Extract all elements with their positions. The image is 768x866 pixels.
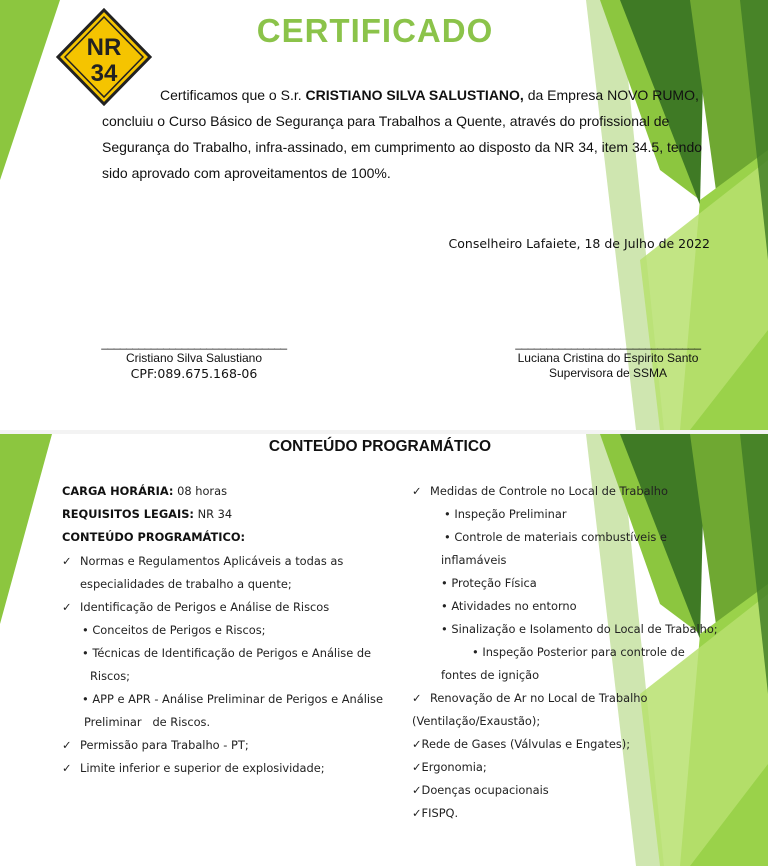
signature-left	[88, 336, 300, 381]
item-text: Rede de Gases (Válvulas e Engates);	[421, 737, 631, 751]
item-text: Proteção Física	[451, 576, 537, 590]
carga-value: 08 horas	[177, 484, 228, 498]
requisitos-row	[62, 507, 232, 521]
item-text: Doenças ocupacionais	[421, 783, 549, 797]
bullet-icon: •	[82, 692, 89, 706]
date-line: Conselheiro Lafaiete, 18 de Julho de 2022	[448, 236, 710, 251]
check-icon: ✓	[412, 783, 422, 797]
item-text: (Ventilação/Exaustão);	[412, 714, 541, 728]
signature-role: Supervisora de SSMA	[548, 366, 668, 380]
signature-name: Cristiano Silva Salustiano	[125, 351, 263, 365]
item-text: FISPQ.	[421, 806, 459, 820]
check-icon: ✓	[412, 691, 422, 705]
list-item	[441, 622, 718, 636]
check-icon: ✓	[412, 760, 422, 774]
list-item	[90, 669, 130, 683]
item-text: Sinalização e Isolamento do Local de Trabalho;	[451, 622, 718, 636]
item-text: Inspeção Posterior para controle de	[482, 645, 685, 659]
list-item	[62, 761, 325, 775]
signature-cpf: CPF:089.675.168-06	[130, 366, 258, 381]
list-item	[82, 623, 266, 637]
signature-name: Luciana Cristina do Espirito Santo	[517, 351, 699, 365]
check-icon: ✓	[412, 806, 422, 820]
badge-text-34: 34	[90, 60, 118, 87]
bullet-icon: •	[444, 507, 451, 521]
body-prefix: Certificamos que o S.r.	[160, 87, 302, 103]
conteudo-label: CONTEÚDO PROGRAMÁTICO:	[62, 530, 246, 544]
requisitos-label: REQUISITOS LEGAIS:	[62, 507, 194, 521]
item-text: Normas e Regulamentos Aplicáveis a todas as	[80, 554, 344, 568]
bullet-icon: •	[82, 623, 89, 637]
requisitos-value: NR 34	[197, 507, 233, 521]
item-text: fontes de ignição	[441, 668, 540, 682]
body-line-4: sido aprovado com aproveitamentos de 100%.	[102, 165, 391, 181]
list-item	[412, 737, 630, 751]
bullet-icon: •	[444, 530, 451, 544]
check-icon: ✓	[62, 554, 72, 568]
list-item	[441, 576, 537, 590]
list-item	[444, 530, 667, 544]
program-slide	[0, 434, 768, 866]
check-icon: ✓	[62, 761, 72, 775]
item-text: Conceitos de Perigos e Riscos;	[92, 623, 266, 637]
item-text: Medidas de Controle no Local de Trabalho	[430, 484, 668, 498]
certificate-body	[102, 82, 722, 186]
list-item	[80, 577, 292, 591]
item-text: Atividades no entorno	[451, 599, 577, 613]
list-item	[62, 738, 249, 752]
item-text: Ergonomia;	[421, 760, 487, 774]
check-icon: ✓	[62, 738, 72, 752]
list-item	[412, 484, 668, 498]
item-text: Inspeção Preliminar	[454, 507, 567, 521]
body-line-2: concluiu o Curso Básico de Segurança para Trabalhos a Quente, através do profissional de	[102, 113, 670, 129]
signature-line: ______________________________	[515, 336, 701, 350]
item-text: Identificação de Perigos e Análise de Riscos	[80, 600, 330, 614]
certificate-title: CERTIFICADO	[256, 12, 494, 49]
program-title: CONTEÚDO PROGRAMÁTICO	[268, 438, 492, 455]
list-item	[62, 600, 329, 614]
list-item	[62, 554, 343, 568]
list-item	[441, 553, 506, 567]
badge-text-nr: NR	[86, 34, 122, 61]
item-text: Permissão para Trabalho - PT;	[80, 738, 249, 752]
bullet-icon: •	[441, 576, 448, 590]
bullet-icon: •	[441, 622, 448, 636]
list-item	[412, 806, 458, 820]
certificate-slide	[0, 0, 768, 430]
bullet-icon: •	[441, 599, 448, 613]
item-text: Controle de materiais combustíveis e	[454, 530, 667, 544]
carga-label: CARGA HORÁRIA:	[62, 484, 174, 498]
company-text: da Empresa NOVO RUMO,	[527, 87, 699, 103]
item-text: APP e APR - Análise Preliminar de Perigos e Análise	[92, 692, 383, 706]
list-item	[412, 783, 549, 797]
list-item	[412, 760, 487, 774]
item-text: Limite inferior e superior de explosividade;	[80, 761, 325, 775]
item-text: Renovação de Ar no Local de Trabalho	[430, 691, 648, 705]
list-item	[444, 507, 567, 521]
bullet-icon: •	[472, 645, 479, 659]
carga-row	[62, 484, 227, 498]
program-right-column	[412, 434, 752, 866]
list-item	[82, 646, 371, 660]
check-icon: ✓	[62, 600, 72, 614]
list-item	[82, 692, 383, 706]
bullet-icon: •	[82, 646, 89, 660]
item-text: inflamáveis	[441, 553, 507, 567]
body-line-3: Segurança do Trabalho, infra-assinado, em cumprimento ao disposto da NR 34, item 34.5, tendo	[102, 139, 703, 155]
item-text: Preliminar de Riscos.	[84, 715, 211, 729]
conteudo-row	[62, 530, 245, 544]
list-item	[441, 599, 577, 613]
list-item	[412, 714, 540, 728]
list-item	[412, 691, 647, 705]
signature-line: ______________________________	[101, 336, 287, 350]
list-item	[441, 668, 539, 682]
check-icon: ✓	[412, 737, 422, 751]
program-left-column	[62, 434, 402, 866]
item-text: especialidades de trabalho a quente;	[80, 577, 292, 591]
check-icon: ✓	[412, 484, 422, 498]
person-name: CRISTIANO SILVA SALUSTIANO,	[305, 87, 524, 103]
list-item	[84, 715, 210, 729]
item-text: Técnicas de Identificação de Perigos e Análise de	[92, 646, 372, 660]
signature-right	[502, 336, 714, 381]
list-item	[472, 645, 685, 659]
item-text: Riscos;	[90, 669, 131, 683]
